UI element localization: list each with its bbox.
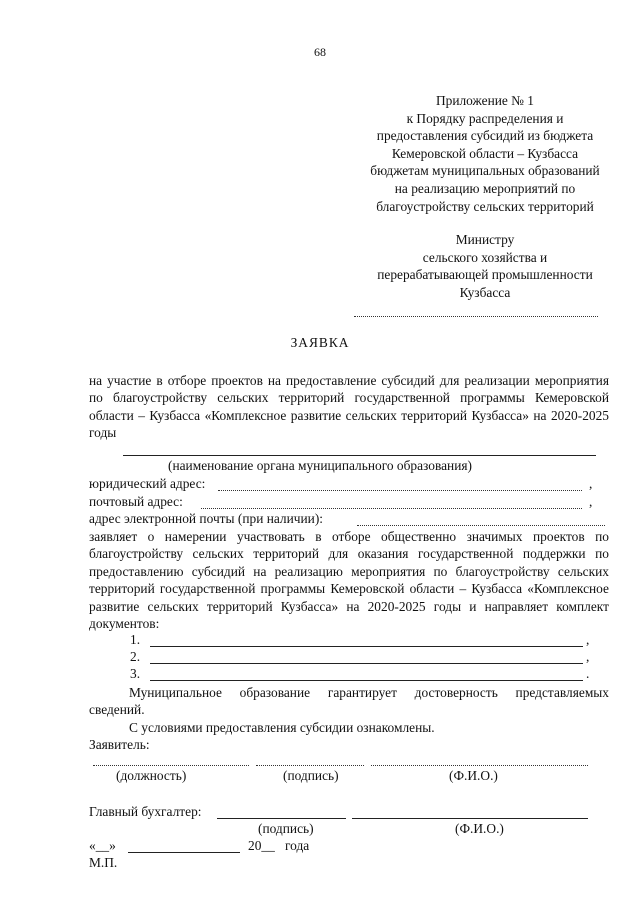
doc-item-number: 1. [130, 632, 141, 647]
comma: , [586, 649, 590, 664]
accountant-signature-line[interactable] [217, 818, 346, 819]
page-number: 68 [314, 45, 326, 59]
appendix-line: Приложение № 1 [435, 93, 535, 108]
declaration-paragraph: заявляет о намерении участвовать в отборе общественно значимых проектов по благоустройству сельских территорий для оказания государственной поддержки по предоставлению субсидий на реализацию мероприятия по благоустройству сельских территорий государственной программы Кемеровской области – Кузбасса «Комплексное развитие сельских территорий Кузбасса» на 2020-2025 годы и направляет комплект документов: [89, 529, 609, 632]
org-name-caption: (наименование органа муниципального образования) [167, 458, 472, 473]
addressee-line: сельского хозяйства и [422, 249, 548, 265]
date-year-prefix: 20__ [248, 838, 275, 853]
doc-item-line[interactable] [150, 663, 583, 664]
applicant-position-line[interactable] [93, 765, 249, 766]
appendix-line: к Порядку распределения и [406, 110, 564, 126]
appendix-line: благоустройству сельских территорий [376, 198, 594, 214]
chief-accountant-label: Главный бухгалтер: [89, 804, 202, 819]
doc-item-line[interactable] [150, 680, 583, 681]
fio-caption: (Ф.И.О.) [449, 768, 498, 783]
document-title: ЗАЯВКА [290, 335, 350, 350]
doc-item-number: 3. [130, 666, 141, 681]
intro-paragraph: на участие в отборе проектов на предоставление субсидий для реализации мероприятия по благоустройству сельских территорий государственной программы Кемеровской области – Кузбасса «Комплексное развитие сельских территорий Кузбасса» на 2020-2025 годы [89, 373, 609, 441]
appendix-line: Кемеровской области – Кузбасса [391, 145, 579, 161]
stamp-placeholder: М.П. [89, 855, 118, 870]
legal-address-label: юридический адрес: [89, 476, 206, 491]
guarantee-paragraph: Муниципальное образование гарантирует достоверность представляемых сведений. [89, 685, 609, 718]
postal-address-label: почтовый адрес: [89, 494, 183, 509]
comma: , [586, 632, 590, 647]
applicant-fio-line[interactable] [371, 765, 588, 766]
date-month-line[interactable] [128, 852, 240, 853]
appendix-header [320, 92, 640, 215]
doc-item-number: 2. [130, 649, 141, 664]
email-input-line[interactable] [357, 525, 605, 526]
addressee-line: Министру [455, 232, 515, 247]
fio-caption: (Ф.И.О.) [455, 821, 504, 836]
date-year-word: года [285, 838, 310, 853]
org-name-line[interactable] [123, 455, 596, 456]
email-label: адрес электронной почты (при наличии): [89, 511, 324, 526]
position-caption: (должность) [116, 768, 187, 783]
accountant-fio-line[interactable] [352, 818, 588, 819]
appendix-line: на реализацию мероприятий по [394, 180, 576, 196]
legal-address-input-line[interactable] [218, 490, 582, 491]
appendix-line: бюджетам муниципальных образований [370, 163, 600, 179]
period: . [586, 666, 590, 681]
comma: , [589, 476, 593, 491]
date-day: «__» [89, 838, 116, 853]
signature-caption: (подпись) [258, 821, 314, 836]
applicant-signature-line[interactable] [256, 765, 364, 766]
comma: , [589, 494, 593, 509]
postal-address-input-line[interactable] [201, 508, 582, 509]
addressee-block [320, 231, 640, 301]
conditions-text: С условиями предоставления субсидии ознакомлены. [129, 720, 435, 735]
appendix-line: предоставления субсидий из бюджета [376, 128, 594, 144]
addressee-line: Кузбасса [459, 284, 511, 300]
doc-item-line[interactable] [150, 646, 583, 647]
signature-caption: (подпись) [283, 768, 339, 783]
addressee-name-line[interactable] [354, 316, 598, 317]
applicant-label: Заявитель: [89, 737, 150, 752]
addressee-line: перерабатывающей промышленности [377, 267, 593, 283]
